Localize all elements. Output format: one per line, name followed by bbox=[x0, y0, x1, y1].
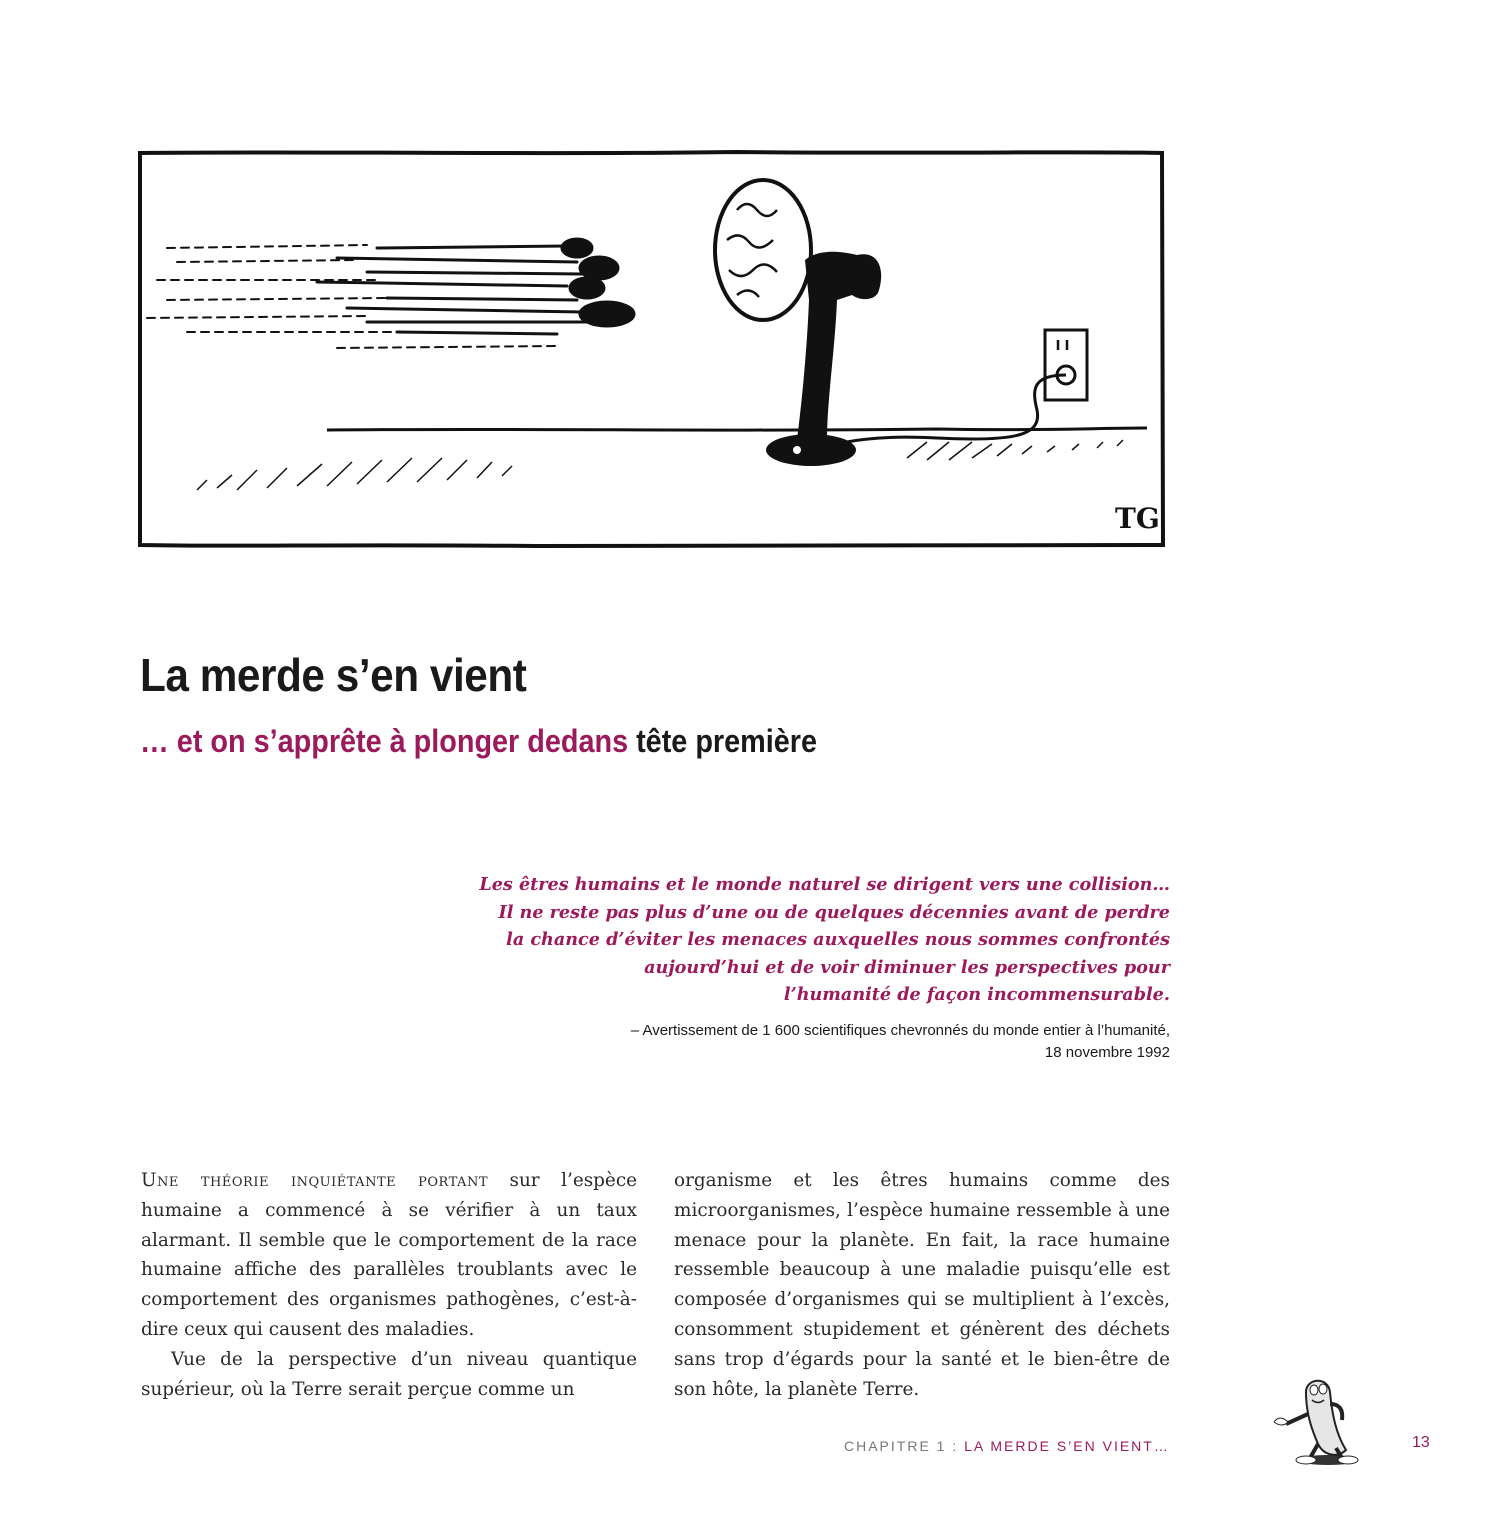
cartoon-illustration bbox=[137, 150, 1165, 548]
epigraph-attribution bbox=[410, 1020, 1170, 1064]
body-paragraph: organisme et les êtres humains comme des microorganismes, l’espèce humaine ressemble à une menace pour la planète. En fait, la race humaine ressemble beaucoup à une maladie puisqu’elle est composée d’organismes qui se multiplient à l’excès, consomment stupidement et génèrent des déchets sans trop d’égards pour la santé et le bien-être de son hôte, la planète Terre. bbox=[674, 1170, 1170, 1400]
attribution-date: 18 novembre 1992 bbox=[1044, 1043, 1170, 1061]
body-column-left bbox=[141, 1166, 637, 1404]
quote-line: aujourd’hui et de voir diminuer les perspectives pour bbox=[644, 956, 1170, 978]
mascot-icon bbox=[1266, 1374, 1376, 1470]
body-paragraph: Vue de la perspective d’un niveau quantique supérieur, où la Terre serait perçue comme un bbox=[141, 1348, 637, 1400]
epigraph-quote bbox=[410, 871, 1170, 1009]
subtitle-accent: … et on s’apprête à plonger dedans bbox=[140, 723, 629, 759]
paragraph-text: sur l’espèce humaine a commencé à se vérifier à un taux alarmant. Il semble que le comportement de la race humaine affiche des parallèles troublants avec le comportement des organismes pathogènes, c’est-à-dire ceux qui causent des maladies. bbox=[141, 1170, 638, 1340]
epigraph bbox=[410, 871, 1170, 1064]
page-subtitle bbox=[140, 725, 817, 757]
quote-line: l’humanité de façon incommensurable. bbox=[783, 984, 1170, 1006]
running-footer bbox=[844, 1438, 1170, 1454]
subtitle-rest: tête première bbox=[628, 723, 817, 759]
page-title: La merde s’en vient bbox=[140, 649, 527, 701]
chapter-title: LA MERDE S’EN VIENT… bbox=[964, 1438, 1170, 1454]
attribution-line: – Avertissement de 1 600 scientifiques chevronnés du monde entier à l’humanité, bbox=[630, 1021, 1170, 1039]
artist-signature: TG bbox=[1115, 502, 1160, 535]
quote-line: Les êtres humains et le monde naturel se dirigent vers une collision… bbox=[479, 874, 1170, 895]
chapter-label: CHAPITRE 1 : bbox=[844, 1438, 965, 1454]
page-number: 13 bbox=[1412, 1434, 1430, 1451]
body-paragraph bbox=[141, 1166, 637, 1345]
lead-smallcaps: Une théorie inquiétante portant bbox=[141, 1170, 488, 1191]
quote-line: la chance d’éviter les menaces auxquelles nous sommes confrontés bbox=[506, 929, 1170, 951]
quote-line: Il ne reste pas plus d’une ou de quelques décennies avant de perdre bbox=[498, 901, 1170, 923]
body-column-right bbox=[674, 1166, 1170, 1404]
